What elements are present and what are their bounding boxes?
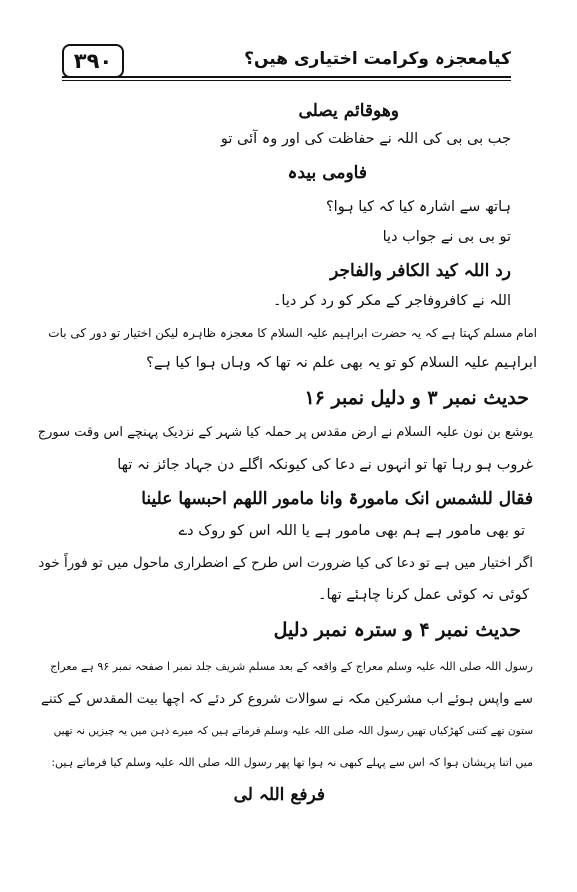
text-line: میں اتنا پریشان ہوا کہ اس سے پہلے کبھی نہ ہوا تھا پھر رسول اللہ صلی اللہ علیہ وسلم کیا فرماتے ہیں: (51, 756, 533, 769)
text-line: اگر اختیار میں ہے تو دعا کی کیا ضرورت اس طرح کے اضطراری ماحول میں تو فوراً خود (38, 555, 533, 571)
text-line: امام مسلم کہتا ہے کہ یہ حضرت ابراہیم علیہ السلام کا معجزہ ظاہرہ لیکن اختیار تو دور کی بات (48, 326, 537, 340)
text-line: ہاتھ سے اشارہ کیا کہ کیا ہوا؟ (325, 199, 511, 215)
arabic-line: فاومی بیدہ (287, 163, 367, 183)
text-line: کوئی نہ کوئی عمل کرنا چاہئے تھا۔ (318, 587, 529, 603)
arabic-line: وھوقائم یصلی (298, 101, 399, 121)
section-heading: حدیث نمبر ۳ و دلیل نمبر ۱۶ (304, 387, 529, 409)
arabic-line: فرفع اللہ لی (233, 785, 325, 805)
page-header (62, 42, 511, 86)
text-line: اللہ نے کافروفاجر کے مکر کو رد کر دیا۔ (272, 293, 511, 309)
section-heading: حدیث نمبر ۴ و سترہ نمبر دلیل (273, 619, 521, 641)
arabic-line: رد اللہ کید الکافر والفاجر (330, 261, 511, 281)
page-number: ۳۹۰ (62, 44, 124, 78)
text-line: سے واپس ہوئے اب مشرکین مکہ نے سوالات شروع کر دئے کہ اچھا بیت المقدس کے کتنے (41, 691, 533, 707)
text-line: یوشع بن نون علیہ السلام نے ارض مقدس پر حملہ کیا شہر کے نزدیک پہنچے اس وقت سورج (37, 425, 533, 440)
text-line: تو بھی مامور ہے ہم بھی مامور ہے یا اللہ اس کو روک دے (178, 523, 525, 539)
text-line: جب بی بی کی اللہ نے حفاظت کی اور وہ آئی تو (220, 131, 511, 147)
text-line: رسول اللہ صلی اللہ علیہ وسلم معراج کے واقعہ کے بعد مسلم شریف جلد نمبر ا صفحہ نمبر ۹۶ ہے معراج (50, 660, 533, 673)
header-rule-thin (62, 80, 511, 81)
running-title: کیامعجزہ وکرامت اختیاری ھیں؟ (244, 49, 511, 69)
header-rule (62, 76, 511, 78)
text-line: ابراہیم علیہ السلام کو تو یہ بھی علم نہ تھا کہ وہاں ہوا کیا ہے؟ (146, 355, 537, 371)
text-line: تو بی بی نے جواب دیا (382, 229, 511, 245)
text-line: غروب ہو رہا تھا تو انہوں نے دعا کی کیونکہ اگلے دن جہاد جائز نہ تھا (117, 457, 533, 473)
arabic-line: فقال للشمس انک مامورۃ وانا مامور اللھم احبسھا علینا (141, 489, 533, 509)
text-line: ستون تھے کتنی کھڑکیاں تھیں رسول اللہ صلی اللہ علیہ وسلم فرماتے ہیں کہ میرے ذہن میں یہ چیزیں نہ تھیں (53, 725, 533, 737)
